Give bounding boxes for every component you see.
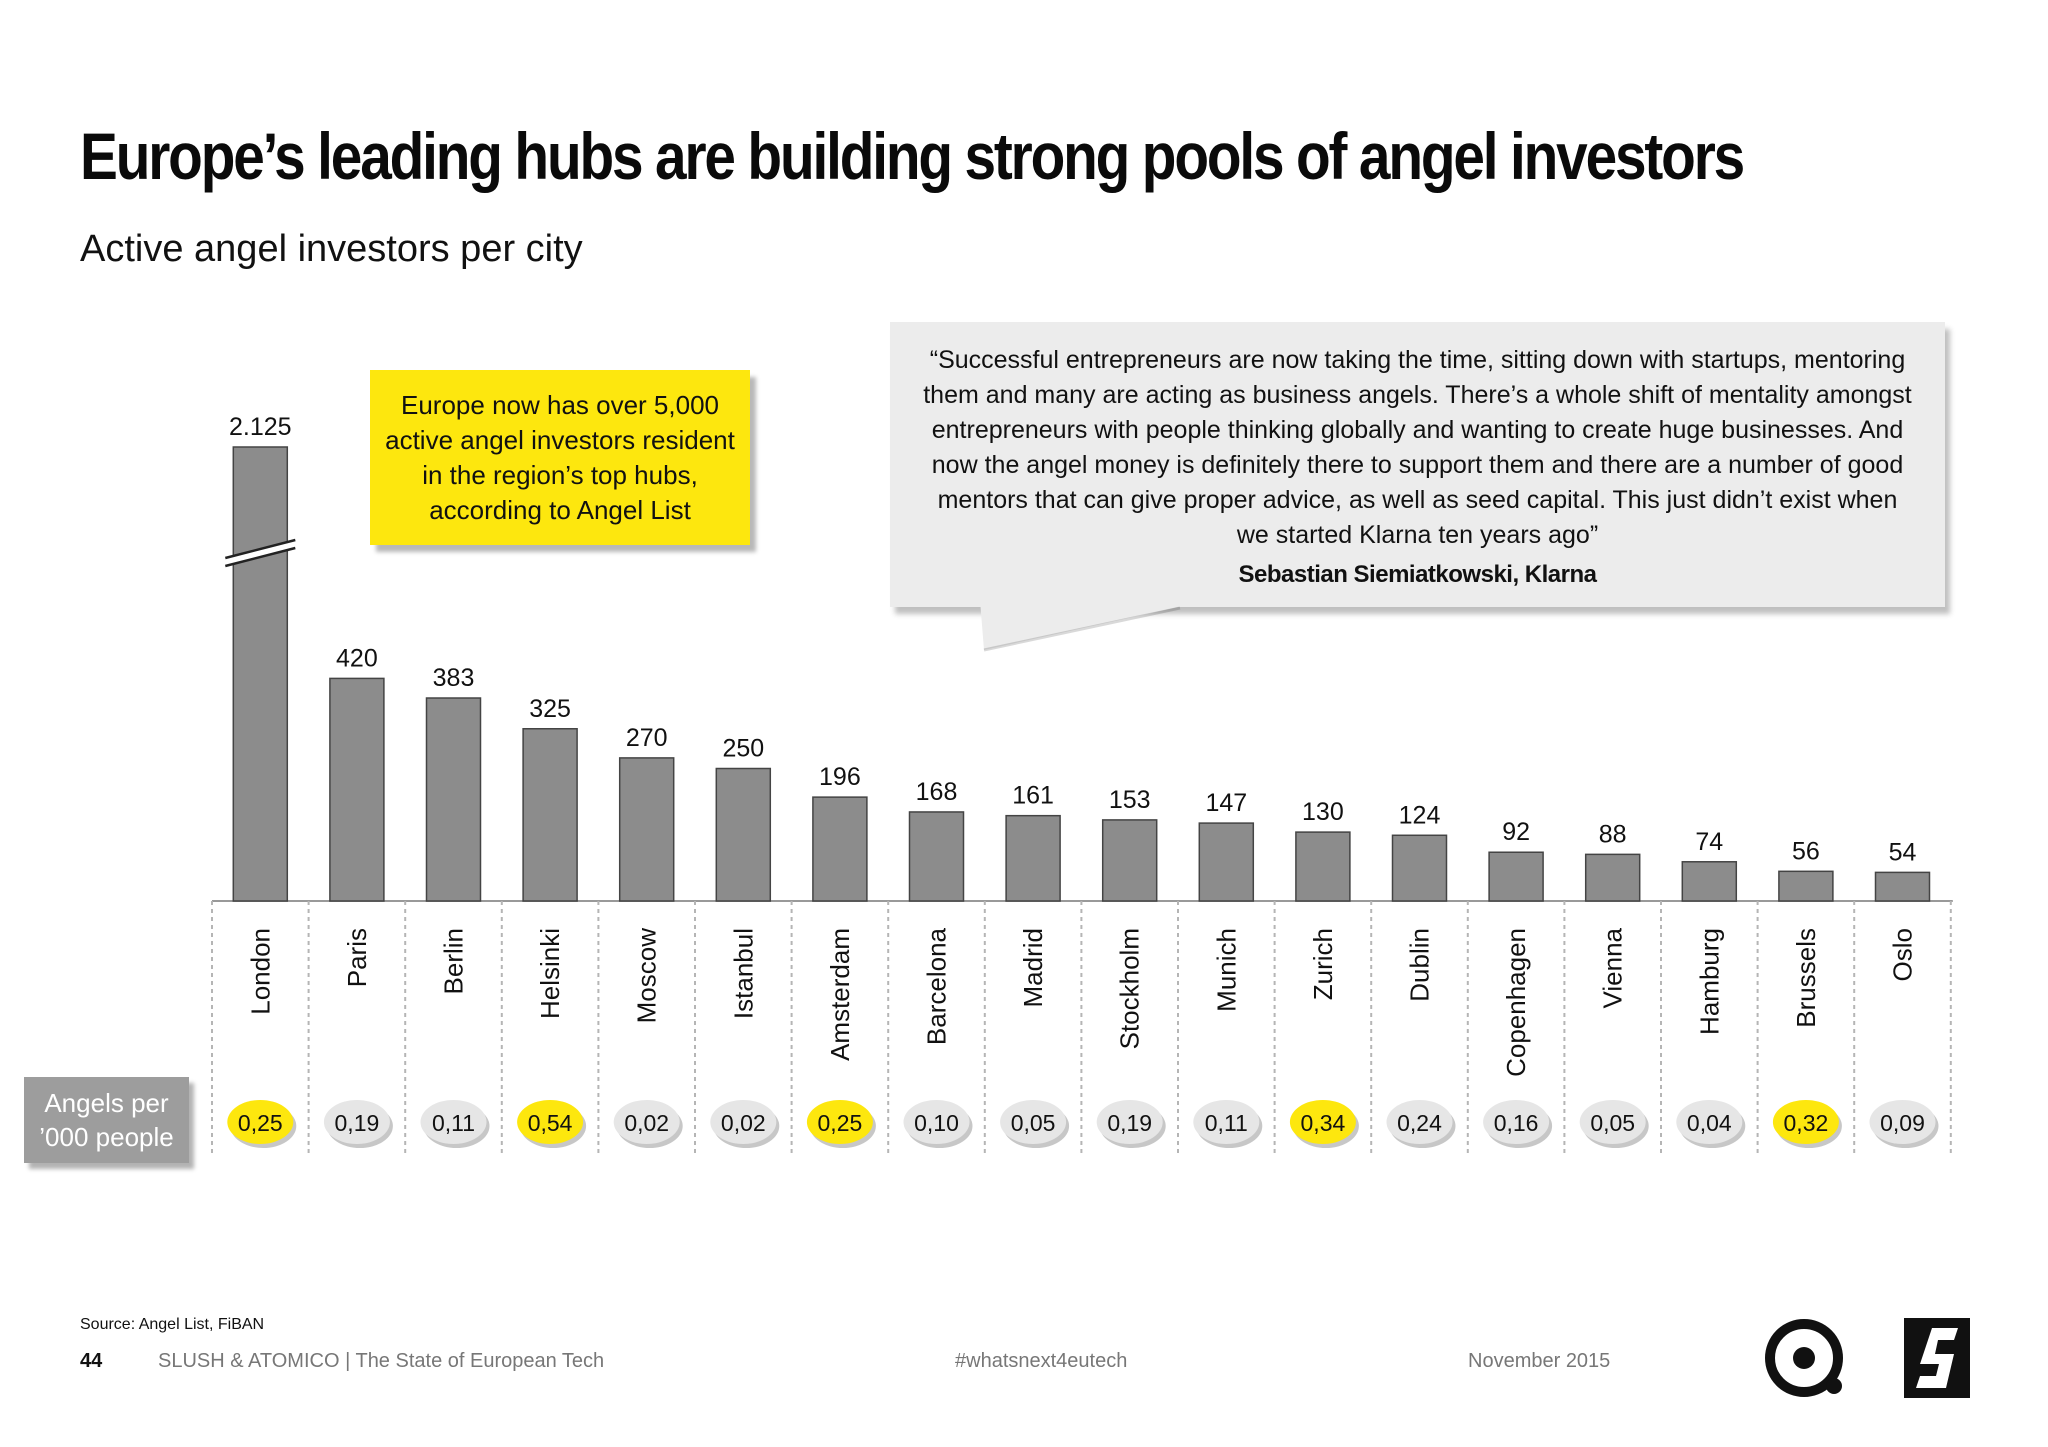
category-label: Barcelona [921,928,952,1046]
per-thousand-value: 0,34 [1300,1110,1346,1136]
category-label: Zurich [1307,928,1338,1001]
bar-stockholm [1103,820,1157,901]
per-thousand-value: 0,54 [527,1110,573,1136]
bar-brussels [1779,871,1833,901]
bar-hamburg [1682,862,1736,901]
quote-box [890,322,1945,607]
per-thousand-value: 0,25 [237,1110,283,1136]
source-note: Source: Angel List, FiBAN [80,1316,265,1333]
category-label: Munich [1211,928,1242,1012]
per-thousand-value: 0,10 [914,1110,959,1136]
category-label: Amsterdam [824,928,855,1061]
bar-paris [330,678,384,901]
per-thousand-value: 0,11 [1204,1110,1248,1136]
category-label: Paris [341,928,372,988]
value-label: 383 [432,664,475,693]
value-label: 56 [1791,837,1820,866]
per-thousand-value: 0,09 [1880,1110,1925,1136]
quote-text: “Successful entrepreneurs are now taking the time, sitting down with startups, mentoring them and many are acting as business angels. There’s a whole shift of mentality amongst entrepreneurs with people thinking globally and wanting to create huge businesses. And now the angel money is definitely there to support them and there are a number of good mentors that can give proper advice, as well as seed capital. This just didn’t exist when we started Klarna ten years ago” [923,346,1912,549]
per-thousand-row-label: Angels per ’000 people [24,1077,189,1163]
bar-istanbul [716,769,770,902]
bar-moscow [620,758,674,901]
bar-vienna [1586,854,1640,901]
bar-london [233,447,287,901]
page-number: 44 [80,1350,103,1372]
value-label: 325 [529,694,571,723]
bar-helsinki [523,729,577,901]
slush-logo [1902,1316,1972,1400]
bar-zurich [1296,832,1350,901]
value-label: 153 [1108,785,1151,814]
bar-amsterdam [813,797,867,901]
value-label: 2.125 [229,413,292,441]
bar-dublin [1393,835,1447,901]
bar-oslo [1876,872,1930,901]
value-label: 147 [1205,789,1248,818]
category-label: London [245,928,276,1015]
category-label: Brussels [1790,928,1821,1028]
category-label: Copenhagen [1501,928,1532,1077]
footer-hashtag: #whatsnext4eutech [955,1350,1128,1372]
category-label: Dublin [1404,928,1435,1002]
category-label: Vienna [1597,928,1628,1009]
per-thousand-value: 0,19 [1107,1110,1153,1136]
category-label: Oslo [1887,928,1918,982]
value-label: 74 [1695,827,1724,856]
page-title: Europe’s leading hubs are building strong pools of angel investors [80,119,1744,193]
value-label: 88 [1598,820,1627,849]
value-label: 270 [625,723,668,752]
quote-author: Sebastian Siemiatkowski, Klarna [1238,561,1597,588]
value-label: 196 [819,763,861,792]
value-label: 130 [1302,798,1344,827]
footer-brand: SLUSH & ATOMICO | The State of European Tech [158,1350,605,1372]
atomico-logo [1764,1316,1848,1400]
per-thousand-value: 0,04 [1686,1110,1732,1136]
bar-copenhagen [1489,852,1543,901]
per-thousand-value: 0,16 [1493,1110,1539,1136]
value-label: 168 [915,777,958,806]
category-label: Hamburg [1694,928,1725,1035]
value-label: 420 [336,644,378,673]
per-thousand-value: 0,19 [334,1110,380,1136]
chart-subtitle: Active angel investors per city [80,228,583,270]
category-label: Moscow [631,928,662,1024]
value-label: 250 [722,734,765,763]
per-thousand-value: 0,32 [1783,1110,1829,1136]
bar-berlin [427,698,481,901]
speech-bubble-tail [980,600,1220,660]
bar-madrid [1006,816,1060,901]
category-label: Stockholm [1114,928,1145,1050]
callout-box [370,370,750,545]
per-thousand-value: 0,11 [431,1110,476,1136]
per-thousand-value: 0,02 [720,1110,766,1136]
value-label: 92 [1502,818,1531,847]
category-label: Berlin [438,928,469,995]
per-thousand-value: 0,05 [1010,1110,1056,1136]
per-thousand-value: 0,25 [817,1110,863,1136]
bar-barcelona [910,812,964,901]
per-thousand-value: 0,02 [624,1110,670,1136]
per-thousand-value: 0,05 [1590,1110,1636,1136]
value-label: 161 [1012,781,1054,810]
value-label: 54 [1888,838,1917,867]
per-thousand-value: 0,24 [1397,1110,1442,1136]
category-label: Madrid [1018,928,1049,1008]
footer-date: November 2015 [1468,1350,1611,1372]
bar-munich [1199,823,1253,901]
category-label: Istanbul [728,928,759,1020]
category-label: Helsinki [535,928,566,1020]
value-label: 124 [1398,801,1441,830]
callout-text: Europe now has over 5,000 active angel investors resident in the region’s top hubs, according to Angel List [385,389,735,525]
